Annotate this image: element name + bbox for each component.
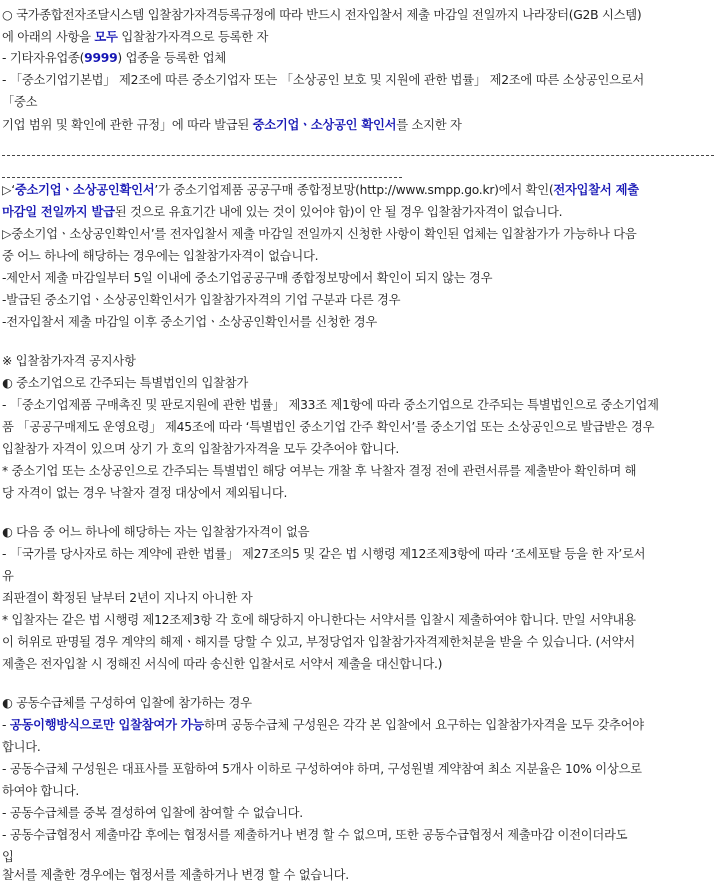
emphasis-text: 마감일 전일까지 발급 — [2, 205, 115, 219]
text-run: - 기타자유업종( — [2, 51, 85, 65]
text-run: 하여야 합니다. — [2, 784, 80, 798]
text-line — [2, 116, 718, 134]
text-run: ◐ 중소기업으로 간주되는 특별법인의 입찰참가 — [2, 376, 249, 390]
text-line — [2, 589, 718, 607]
text-run: 된 것으로 유효기간 내에 있는 것이 있어야 함)이 안 될 경우 입찰참가자격이 없습니다. — [114, 205, 563, 219]
text-run: - 공동수급체를 중복 결성하여 입찰에 참여할 수 없습니다. — [2, 806, 303, 820]
text-run: 품 「공공구매제도 운영요령」 제45조에 따라 ‘특별법인 중소기업 간주 확인서’를 중소기업 또는 소상공인으로 발급받은 경우 — [2, 420, 655, 434]
text-line — [2, 611, 718, 629]
text-run: 당 자격이 없는 경우 낙찰자 결정 대상에서 제외됩니다. — [2, 486, 288, 500]
text-line — [2, 826, 718, 844]
text-run: * 중소기업 또는 소상공인으로 간주되는 특별법인 해당 여부는 개찰 후 낙찰자 결정 전에 관련서류를 제출받아 확인하며 해 — [2, 464, 637, 478]
text-line — [2, 352, 718, 370]
text-line — [2, 716, 718, 734]
dashed-separator — [2, 177, 402, 178]
text-line — [2, 181, 718, 199]
text-run: - 「중소기업기본법」 제2조에 따른 중소기업자 또는 「소상공인 보호 및 지원에 관한 법률」 제2조에 따른 소상공인으로서 — [2, 73, 645, 87]
text-line — [2, 93, 718, 111]
text-run: - 「국가를 당사자로 하는 계약에 관한 법률」 제27조의5 및 같은 법 시행령 제12조제3항에 따라 ‘조세포탈 등을 한 자’로서 — [2, 547, 646, 561]
text-run: 하며 공동수급체 구성원은 각각 본 입찰에서 요구하는 입찰참가자격을 모두 갖추어야 — [203, 718, 644, 732]
text-line — [2, 49, 718, 67]
emphasis-text: 전자입찰서 제출 — [553, 183, 639, 197]
text-line — [2, 462, 718, 480]
text-line — [2, 782, 718, 800]
text-run: -발급된 중소기업ㆍ소상공인확인서가 입찰참가자격의 기업 구분과 다른 경우 — [2, 293, 401, 307]
text-line — [2, 28, 718, 46]
text-run: ) 업종을 등록한 업체 — [117, 51, 226, 65]
text-line — [2, 567, 718, 585]
emphasis-text: 중소기업ㆍ소상공인 확인서 — [252, 118, 397, 132]
text-line — [2, 545, 718, 563]
text-line — [2, 523, 718, 541]
text-run: * 입찰자는 같은 법 시행령 제12조제3항 각 호에 해당하지 아니한다는 서약서를 입찰시 제출하여야 합니다. 만일 서약내용 — [2, 613, 636, 627]
text-line — [2, 484, 718, 502]
text-line — [2, 291, 718, 309]
text-run: 제출은 전자입찰 시 정해진 서식에 따라 송신한 입찰서로 서약서 제출을 대신합니다.) — [2, 657, 443, 671]
text-line — [2, 6, 718, 24]
text-run: ◐ 공동수급체를 구성하여 입찰에 참가하는 경우 — [2, 696, 252, 710]
text-run: 입찰참가자격으로 등록한 자 — [117, 30, 269, 44]
text-run: ’가 중소기업제품 공공구매 종합정보망(http://www.smpp.go.kr)에서 확인( — [154, 183, 554, 197]
text-run: 입찰참가 자격이 있으며 상기 가 호의 입찰참가자격을 모두 갖추어야 합니다. — [2, 442, 400, 456]
emphasis-text: 9999 — [84, 51, 118, 65]
text-line — [2, 203, 718, 221]
text-line — [2, 269, 718, 287]
text-run: 「중소 — [2, 95, 38, 109]
text-run: 에 아래의 사항을 — [2, 30, 95, 44]
text-line — [2, 848, 718, 866]
text-line — [2, 738, 718, 756]
text-line — [2, 804, 718, 822]
text-run: - — [2, 718, 10, 732]
emphasis-text: 모두 — [94, 30, 118, 44]
text-run: - 공동수급협정서 제출마감 후에는 협정서를 제출하거나 변경 할 수 없으며, 또한 공동수급협정서 제출마감 이전이더라도 — [2, 828, 628, 842]
text-line — [2, 374, 718, 392]
text-run: 를 소지한 자 — [396, 118, 462, 132]
text-line — [2, 396, 718, 414]
text-run: ※ 입찰참가자격 공지사항 — [2, 354, 136, 368]
text-run: ◐ 다음 중 어느 하나에 해당하는 자는 입찰참가자격이 없음 — [2, 525, 310, 539]
text-line — [2, 440, 718, 458]
text-run: 찰서를 제출한 경우에는 협정서를 제출하거나 변경 할 수 없습니다. — [2, 868, 349, 882]
text-line — [2, 655, 718, 673]
text-line — [2, 418, 718, 436]
text-run: 중 어느 하나에 해당하는 경우에는 입찰참가자격이 없습니다. — [2, 249, 319, 263]
text-run: 기업 범위 및 확인에 관한 규정」에 따라 발급된 — [2, 118, 253, 132]
text-run: -전자입찰서 제출 마감일 이후 중소기업ㆍ소상공인확인서를 신청한 경우 — [2, 315, 378, 329]
text-line — [2, 247, 718, 265]
emphasis-text: 중소기업ㆍ소상공인확인서 — [14, 183, 155, 197]
text-line — [2, 313, 718, 331]
text-run: ○ 국가종합전자조달시스템 입찰참가자격등록규정에 따라 반드시 전자입찰서 제출 마감일 전일까지 나라장터(G2B 시스템) — [2, 8, 642, 22]
text-run: 유 — [2, 569, 14, 583]
text-run: 죄판결이 확정된 날부터 2년이 지나지 아니한 자 — [2, 591, 253, 605]
text-run: 합니다. — [2, 740, 41, 754]
text-run: -제안서 제출 마감일부터 5일 이내에 중소기업공공구매 종합정보망에서 확인이 되지 않는 경우 — [2, 271, 493, 285]
emphasis-text: 공동이행방식으로만 입찰참여가 가능 — [9, 718, 204, 732]
text-line — [2, 225, 718, 243]
text-run: - 「중소기업제품 구매촉진 및 판로지원에 관한 법률」 제33조 제1항에 따라 중소기업으로 간주되는 특별법인으로 중소기업제 — [2, 398, 659, 412]
text-line — [2, 71, 718, 89]
dashed-separator — [2, 155, 714, 156]
text-line — [2, 694, 718, 712]
text-run: - 공동수급체 구성원은 대표사를 포함하여 5개사 이하로 구성하여야 하며, 구성원별 계약참여 최소 지분율은 10% 이상으로 — [2, 762, 642, 776]
text-run: 입 — [2, 850, 14, 864]
text-line — [2, 633, 718, 651]
text-run: ▷‘ — [2, 183, 15, 197]
text-run: ▷중소기업ㆍ소상공인확인서’를 전자입찰서 제출 마감일 전일까지 신청한 사항이 확인된 업체는 입찰참가가 가능하나 다음 — [2, 227, 637, 241]
text-run: 이 허위로 판명될 경우 계약의 해제ㆍ해지를 당할 수 있고, 부정당업자 입찰참가자격제한처분을 받을 수 있습니다. (서약서 — [2, 635, 635, 649]
text-line — [2, 866, 718, 884]
text-line — [2, 760, 718, 778]
